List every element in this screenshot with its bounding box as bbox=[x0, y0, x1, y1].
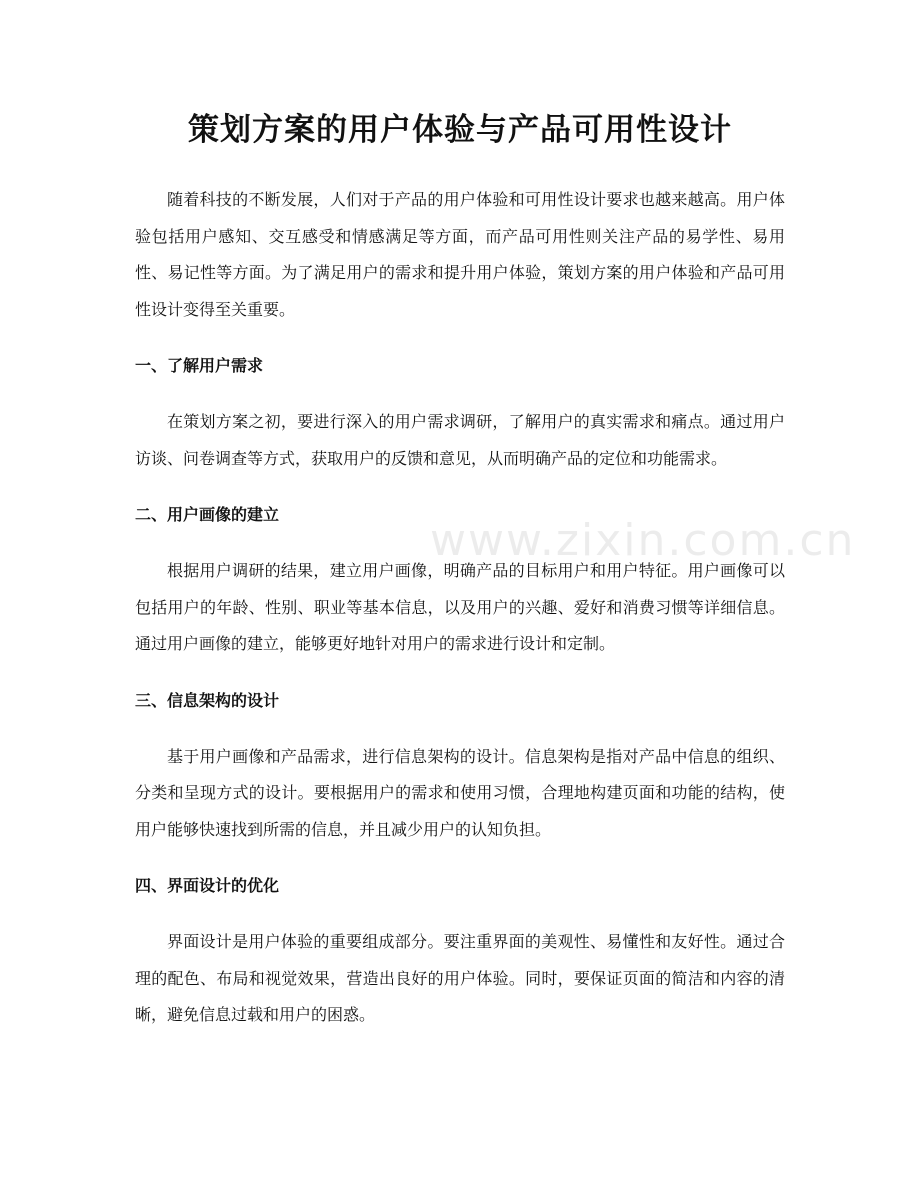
section-4-heading: 四、界面设计的优化 bbox=[135, 876, 280, 895]
section-1-paragraph: 在策划方案之初，要进行深入的用户需求调研，了解用户的真实需求和痛点。通过用户访谈、问卷调查等方式，获取用户的反馈和意见，从而明确产品的定位和功能需求。 bbox=[135, 412, 785, 468]
section-3-paragraph: 基于用户画像和产品需求，进行信息架构的设计。信息架构是指对产品中信息的组织、分类和呈现方式的设计。要根据用户的需求和使用习惯，合理地构建页面和功能的结构，使用户能够快速找到所需的信息，并且减少用户的认知负担。 bbox=[135, 746, 785, 839]
section-3-heading: 三、信息架构的设计 bbox=[135, 690, 280, 710]
document-title: 策划方案的用户体验与产品可用性设计 bbox=[188, 112, 732, 148]
section-2-paragraph: 根据用户调研的结果，建立用户画像，明确产品的目标用户和用户特征。用户画像可以包括用户的年龄、性别、职业等基本信息，以及用户的兴趣、爱好和消费习惯等详细信息。通过用户画像的建立，能够更好地针对用户的需求进行设计和定制。 bbox=[135, 561, 785, 653]
section-4-paragraph: 界面设计是用户体验的重要组成部分。要注重界面的美观性、易懂性和友好性。通过合理的配色、布局和视觉效果，营造出良好的用户体验。同时，要保证页面的简洁和内容的清晰，避免信息过载和用户的困惑。 bbox=[135, 932, 785, 1024]
intro-paragraph: 随着科技的不断发展，人们对于产品的用户体验和可用性设计要求也越来越高。用户体验包括用户感知、交互感受和情感满足等方面，而产品可用性则关注产品的易学性、易用性、易记性等方面。为了满足用户的需求和提升用户体验，策划方案的用户体验和产品可用性设计变得至关重要。 bbox=[135, 190, 785, 319]
document-body bbox=[135, 182, 785, 1034]
section-1-heading: 一、了解用户需求 bbox=[135, 356, 264, 375]
section-2-heading: 二、用户画像的建立 bbox=[135, 505, 280, 524]
watermark-text: www.zixin.com.cn bbox=[430, 515, 856, 566]
